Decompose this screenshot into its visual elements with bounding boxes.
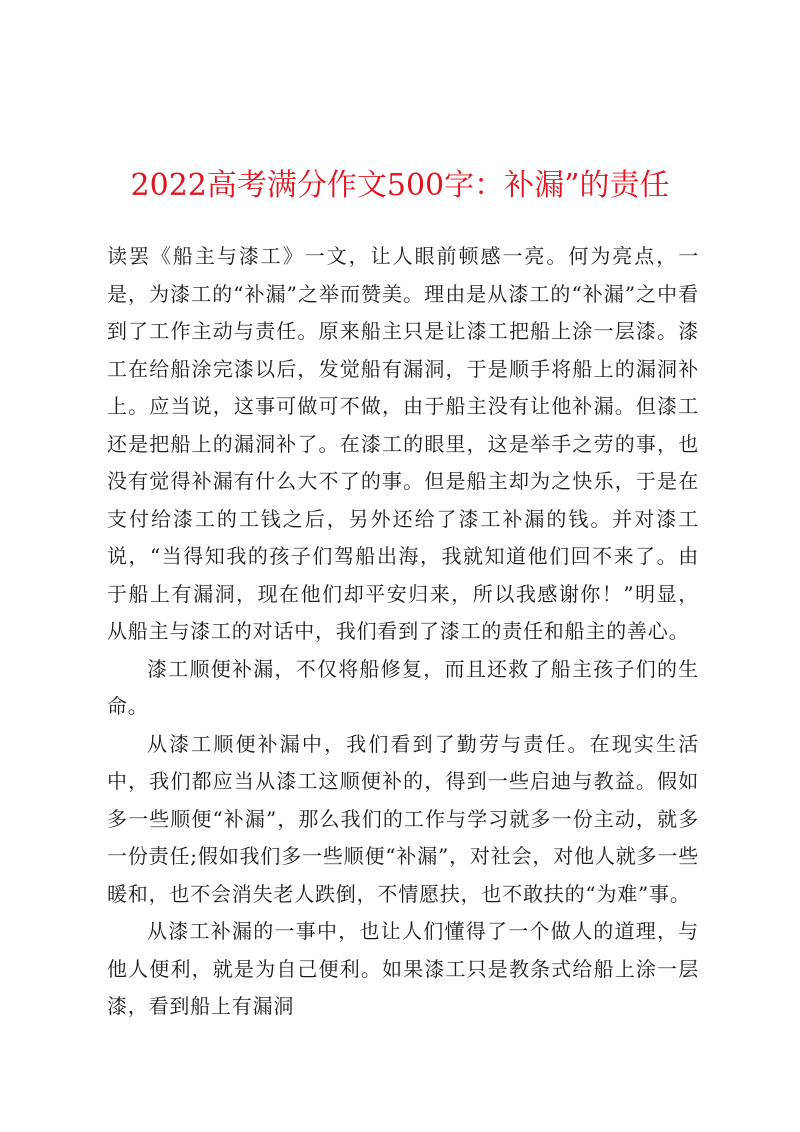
paragraph-4: 从漆工补漏的一事中，也让人们懂得了一个做人的道理，与他人便利，就是为自己便利。如果漆工只是教条式给船上涂一层漆，看到船上有漏洞 [107,919,699,1018]
document-body [107,238,699,1026]
document-title: 2022高考满分作文500字：补漏”的责任 [130,168,670,203]
paragraph-1: 读罢《船主与漆工》一文，让人眼前顿感一亮。何为亮点，一是，为漆工的“补漏”之举而赞美。理由是从漆工的“补漏”之中看到了工作主动与责任。原来船主只是让漆工把船上涂一层漆。漆工在给船涂完漆以后，发觉船有漏洞，于是顺手将船上的漏洞补上。应当说，这事可做可不做，由于船主没有让他补漏。但漆工还是把船上的漏洞补了。在漆工的眼里，这是举手之劳的事，也没有觉得补漏有什么大不了的事。但是船主却为之快乐，于是在支付给漆工的工钱之后，另外还给了漆工补漏的钱。并对漆工说，“当得知我的孩子们驾船出海，我就知道他们回不来了。由于船上有漏洞，现在他们却平安归来，所以我感谢你！”明显，从船主与漆工的对话中，我们看到了漆工的责任和船主的善心。 [107,244,699,643]
paragraph-2: 漆工顺便补漏，不仅将船修复，而且还救了船主孩子们的生命。 [107,656,699,718]
paragraph-3: 从漆工顺便补漏中，我们看到了勤劳与责任。在现实生活中，我们都应当从漆工这顺便补的，得到一些启迪与教益。假如多一些顺便“补漏”，那么我们的工作与学习就多一份主动，就多一份责任;假如我们多一些顺便“补漏”，对社会，对他人就多一些暖和，也不会消失老人跌倒，不情愿扶，也不敢扶的“为难”事。 [107,731,699,906]
